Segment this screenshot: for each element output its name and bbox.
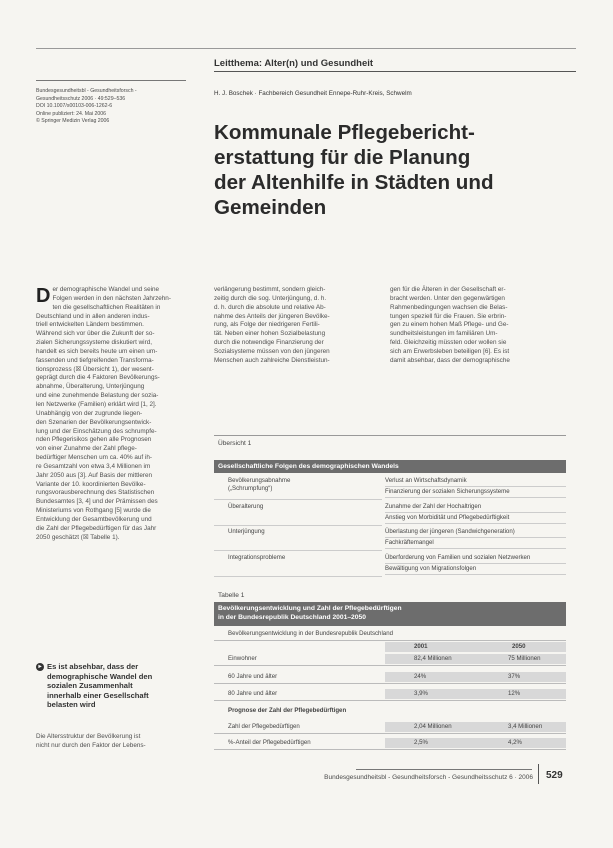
text-line: re Gesamtzahl von etwa 3,4 Millionen im xyxy=(36,462,151,470)
column-1-text xyxy=(36,286,204,542)
table-rule xyxy=(214,640,566,641)
table-row-label: Zahl der Pflegebedürftigen xyxy=(228,723,300,730)
meta-line: © Springer Medizin Verlag 2006 xyxy=(36,118,110,125)
title-line: Gemeinden xyxy=(214,196,327,219)
text-line: durch die notwendige Finanzierung der xyxy=(214,339,324,347)
text-line: Deutschland und in allen anderen indus- xyxy=(36,312,150,320)
meta-line: Gesundheitsschutz 2006 · 49:529–536 xyxy=(36,95,126,102)
row-divider xyxy=(214,665,566,666)
text-line: Während sich vor über die Zukunft der so- xyxy=(36,330,155,338)
pull-line: sozialen Zusammenhalt xyxy=(47,681,133,691)
text-line: rung, als Folge der niedrigeren Fertili- xyxy=(214,321,320,329)
row-divider xyxy=(385,497,566,498)
table-cell-v2001: 3,9% xyxy=(414,690,428,697)
overview-heading: Gesellschaftliche Folgen des demographischen Wandels xyxy=(214,460,566,473)
text-line: Ministeriums von Rothgang [5] wurde die xyxy=(36,507,151,515)
header-rule xyxy=(214,71,576,72)
row-divider xyxy=(214,499,382,500)
article-title xyxy=(214,120,544,220)
text-line: Entwicklung der Gesamtbevölkerung und xyxy=(36,515,152,523)
footer-divider xyxy=(538,764,539,784)
row-divider xyxy=(214,700,566,701)
table-header-band xyxy=(385,642,566,652)
overview-row-value: Anstieg von Morbidität und Pflegebedürftigkeit xyxy=(385,514,510,521)
text-line: nden Pflegerisikos gehen alle Prognosen xyxy=(36,436,152,444)
text-line: rungsvorausberechnung des Statistischen xyxy=(36,489,155,497)
table-heading-line: in der Bundesrepublik Deutschland 2001–2050 xyxy=(218,614,366,621)
meta-line: Online publiziert: 24. Mai 2006 xyxy=(36,110,107,117)
table-row-label: 60 Jahre und älter xyxy=(228,673,278,680)
meta-line: Bundesgesundheitsbl - Gesundheitsforsch - xyxy=(36,88,137,94)
row-divider xyxy=(214,525,382,526)
text-line: sundheitsleistungen im familiären Um- xyxy=(390,330,498,338)
table-cell-v2050: 37% xyxy=(508,673,521,680)
table-cell-v2050: 12% xyxy=(508,690,521,697)
arrow-right-icon: ▸ xyxy=(36,663,44,671)
text-line: bedürftiger Menschen um ca. 40% auf ih- xyxy=(36,454,153,462)
text-line: Bundesamtes [3, 4] und der Prämissen des xyxy=(36,498,158,506)
text-line: Folgen werden in den nächsten Jahrzehn- xyxy=(52,294,171,302)
dropcap: D xyxy=(36,285,51,307)
pull-quote xyxy=(36,662,206,710)
text-line: handelt es sich bereits heute um einen um- xyxy=(36,347,158,355)
text-line: sich am Erwerbsleben beteiligen [6]. Es ist xyxy=(390,347,510,355)
page-number: 529 xyxy=(546,770,563,781)
body-column-1 xyxy=(36,286,204,542)
table-heading-line: Bevölkerungsentwicklung und Zahl der Pflegebedürftigen xyxy=(218,605,402,612)
footer-rule xyxy=(356,769,532,770)
row-divider xyxy=(214,749,566,750)
text-line: feld. Gleichzeitig müssten oder wollen sie xyxy=(390,339,507,347)
table-row-band xyxy=(385,672,566,682)
table-row-band xyxy=(385,738,566,748)
overview-row-value: Überforderung von Familien und sozialen Netzwerken xyxy=(385,554,531,561)
text-line: Unabhängig von der zugrunde liegen- xyxy=(36,409,143,417)
table-cell-v2001: 2,5% xyxy=(414,739,428,746)
text-line: von einer Zunahme der Zahl pflege- xyxy=(36,445,137,453)
title-line: der Altenhilfe in Städten und xyxy=(214,171,494,194)
overview-row-value: Bewältigung von Migrationsfolgen xyxy=(385,565,477,572)
title-line: erstattung für die Planung xyxy=(214,146,471,169)
top-rule xyxy=(36,48,576,49)
text-line: triell entwickelten Ländern bestimmen. xyxy=(36,321,144,329)
body-column-2 xyxy=(214,286,382,366)
text-line: damit absehbar, dass der demographische xyxy=(390,356,510,364)
publication-meta xyxy=(36,88,186,126)
row-divider xyxy=(385,486,566,487)
text-line: d. h. durch die absolute und relative Ab- xyxy=(214,303,326,311)
row-divider xyxy=(214,683,566,684)
text-line: den Szenarien der Bevölkerungsentwick- xyxy=(36,418,152,426)
table-cell-v2050: 4,2% xyxy=(508,739,522,746)
row-divider xyxy=(385,523,566,524)
title-line: Kommunale Pflegebericht- xyxy=(214,121,475,144)
table-cell-v2050: 75 Millionen xyxy=(508,655,541,662)
text-line: abnahme, Überalterung, Unterjüngung xyxy=(36,383,145,391)
text-line: len Netzwerke (Familien) erklärt wird [1, 2]. xyxy=(36,400,157,408)
table-cell-v2050: 3,4 Millionen xyxy=(508,723,543,730)
row-divider xyxy=(214,733,566,734)
overview-row-value: Fachkräftemangel xyxy=(385,539,434,546)
text-line: nahme des Anteils der jüngeren Bevölke- xyxy=(214,312,330,320)
text-line: Menschen auch zahlreiche Dienstleistun- xyxy=(214,356,330,364)
text-line: Jahr 2050 aus [3]. Auf Basis der mittleren xyxy=(36,471,153,479)
col-header-2050: 2050 xyxy=(512,643,526,650)
table-label: Tabelle 1 xyxy=(218,592,245,599)
text-line: verlängerung bestimmt, sondern gleich- xyxy=(214,286,326,293)
overview-row-label: Integrationsprobleme xyxy=(228,554,286,561)
overview-row-value: Finanzierung der sozialen Sicherungssysteme xyxy=(385,488,510,495)
text-line: die Zahl der Pflegebedürftigen für das Jahr xyxy=(36,524,157,532)
row-divider xyxy=(385,537,566,538)
meta-rule xyxy=(36,80,186,81)
table-row-label: 80 Jahre und älter xyxy=(228,690,278,697)
table-cell-v2001: 24% xyxy=(414,673,427,680)
table-row-band xyxy=(385,689,566,699)
text-line: lung und der Einschätzung des schrumpfe- xyxy=(36,427,157,435)
pull-line: innerhalb einer Gesellschaft xyxy=(47,690,149,700)
section-label: Leitthema: Alter(n) und Gesundheit xyxy=(214,58,374,69)
overview-label: Übersicht 1 xyxy=(218,440,252,447)
footer-text: Bundesgesundheitsbl - Gesundheitsforsch - Gesundheitsschutz 6 · 2006 xyxy=(324,774,533,781)
col-header-2001: 2001 xyxy=(414,643,428,650)
text-line: Rahmenbedingungen wachsen die Belas- xyxy=(390,303,508,311)
text-line: tungen speziell für die Frauen. Sie erbrin- xyxy=(390,312,507,320)
text-line: Sozialsysteme müssen von den jüngeren xyxy=(214,347,330,355)
overview-row-value: Überlastung der jüngeren (Sandwichgeneration) xyxy=(385,528,515,535)
body-column-3 xyxy=(390,286,566,366)
text-line: geprägt durch die 4 Faktoren Bevölkerungs- xyxy=(36,374,160,382)
text-line: nicht nur durch den Faktor der Lebens- xyxy=(36,741,146,749)
row-divider xyxy=(385,563,566,564)
body-column-1-tail xyxy=(36,733,204,751)
meta-line: DOI 10.1007/s00103-006-1262-6 xyxy=(36,103,113,110)
text-line: und eine zunehmende Belastung der sozia- xyxy=(36,392,159,400)
authors: H. J. Boschek · Fachbereich Gesundheit Ennepe-Ruhr-Kreis, Schwelm xyxy=(214,90,412,97)
overview-row-value: Zunahme der Zahl der Hochaltrigen xyxy=(385,503,482,510)
table-subheading: Prognose der Zahl der Pflegebedürftigen xyxy=(228,707,347,714)
text-line: Die Altersstruktur der Bevölkerung ist xyxy=(36,733,141,740)
pull-line: demographische Wandel den xyxy=(47,671,153,681)
overview-top-rule xyxy=(214,435,566,436)
row-divider xyxy=(214,550,382,551)
table-heading xyxy=(214,602,566,626)
text-line: gen für die Älteren in der Gesellschaft er- xyxy=(390,286,506,293)
row-divider xyxy=(214,576,382,577)
text-line: zialen Sicherungssysteme diskutiert wird, xyxy=(36,339,152,347)
text-line: Variante der 10. koordinierten Bevölke- xyxy=(36,480,146,488)
text-line: gen zu einem hohen Maß Pflege- und Ge- xyxy=(390,321,509,329)
text-line: 2050 geschätzt (☒ Tabelle 1). xyxy=(36,533,120,541)
text-line: zeitig durch die sog. Unterjüngung, d. h. xyxy=(214,294,327,302)
text-line: ten die gesellschaftlichen Realitäten in xyxy=(52,303,161,311)
overview-row-label: Unterjüngung xyxy=(228,528,265,535)
text-line: bracht werden. Unter den gegenwärtigen xyxy=(390,294,505,302)
pull-line: Es ist absehbar, dass der xyxy=(47,662,139,671)
table-row-label: Einwohner xyxy=(228,655,257,662)
row-divider xyxy=(385,548,566,549)
overview-row-label: („Schrumpfung“) xyxy=(228,485,273,492)
pull-line: belasten wird xyxy=(47,700,96,710)
row-divider xyxy=(385,512,566,513)
table-cell-v2001: 2,04 Millionen xyxy=(414,723,452,730)
table-cell-v2001: 82,4 Millionen xyxy=(414,655,452,662)
text-line: tionsprozess (☒ Übersicht 1), der wesent- xyxy=(36,365,154,373)
table-row-label: %-Anteil der Pflegebedürftigen xyxy=(228,739,311,746)
text-line: fassenden und tiefgreifenden Transforma- xyxy=(36,356,154,364)
overview-row-value: Verlust an Wirtschaftsdynamik xyxy=(385,477,467,484)
text-line: tät. Neben einer hohen Sozialbelastung xyxy=(214,330,326,338)
table-subheading: Bevölkerungsentwicklung in der Bundesrepublik Deutschland xyxy=(228,630,393,637)
row-divider xyxy=(385,574,566,575)
overview-row-label: Bevölkerungsabnahme xyxy=(228,477,291,484)
text-line: er demographische Wandel und seine xyxy=(52,286,160,293)
overview-row-label: Überalterung xyxy=(228,503,264,510)
